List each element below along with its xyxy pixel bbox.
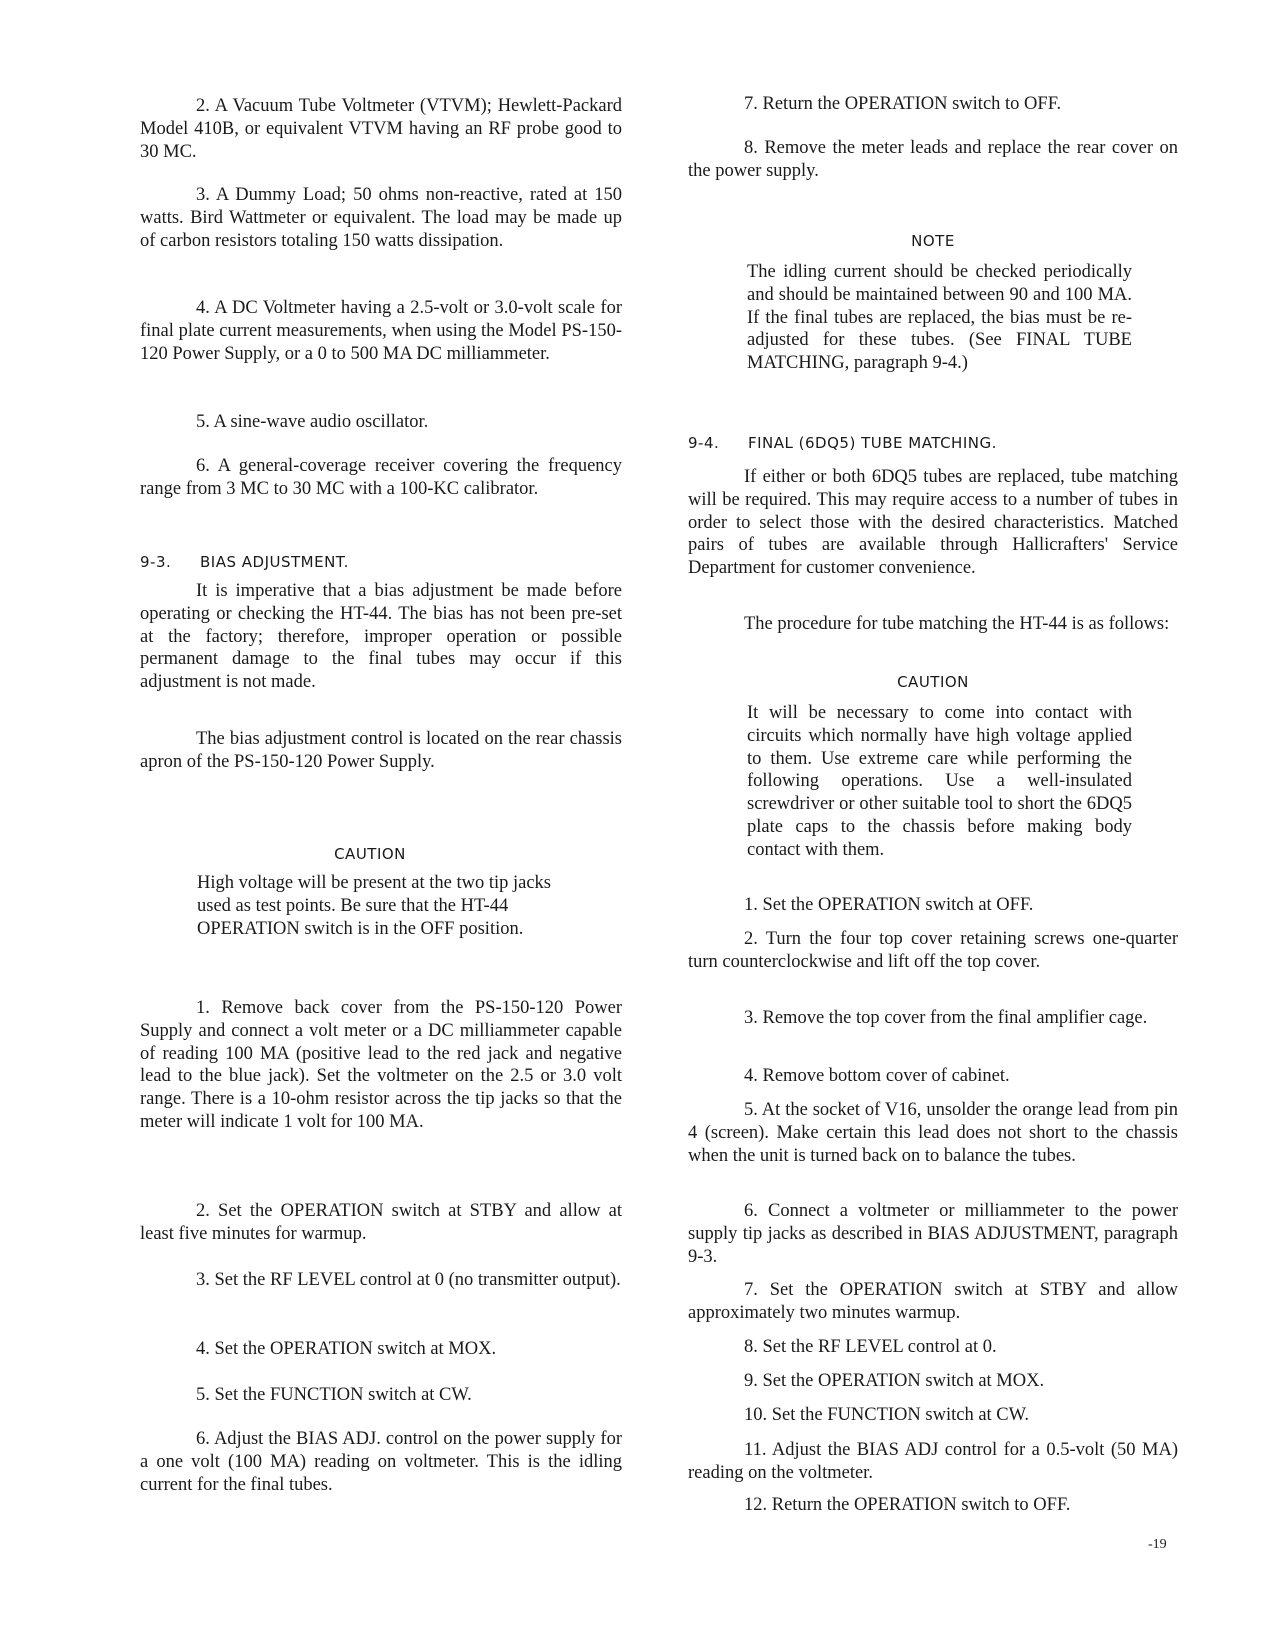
caution-text: High voltage will be present at the two tip jacks used as test points. Be sure that the HT-44 OPERATION switch is in the OFF position.	[197, 873, 551, 939]
section-heading-9-3	[140, 551, 622, 574]
note-text: The idling current should be checked periodically and should be maintained between 90 and 100 MA. If the final tubes are replaced, the bias must be re-adjusted for these tubes. (See FINAL TUBE MATCHING, paragraph 9-4.)	[747, 262, 1132, 374]
bias-step-8: 8. Remove the meter leads and replace the rear cover on the power supply.	[688, 138, 1178, 181]
page-number: -19	[1148, 1537, 1167, 1552]
caution-heading: CAUTION	[897, 673, 969, 691]
matching-step-11: 11. Adjust the BIAS ADJ control for a 0.5-volt (50 MA) reading on the voltmeter.	[688, 1440, 1178, 1483]
matching-step-7: 7. Set the OPERATION switch at STBY and allow approximately two minutes warmup.	[688, 1280, 1178, 1323]
matching-step-3: 3. Remove the top cover from the final amplifier cage.	[744, 1008, 1148, 1028]
section-title: FINAL (6DQ5) TUBE MATCHING.	[748, 434, 997, 452]
bias-paragraph-2: The bias adjustment control is located on the rear chassis apron of the PS-150-120 Power Supply.	[140, 729, 622, 772]
matching-step-5: 5. At the socket of V16, unsolder the orange lead from pin 4 (screen). Make certain this lead does not short to the chassis when the unit is turned back on to balance the tubes.	[688, 1100, 1178, 1166]
note-heading: NOTE	[911, 232, 955, 250]
matching-step-1: 1. Set the OPERATION switch at OFF.	[744, 895, 1034, 915]
matching-step-6: 6. Connect a voltmeter or milliammeter to the power supply tip jacks as described in BIAS ADJUSTMENT, paragraph 9-3.	[688, 1201, 1178, 1267]
equipment-item-3: 3. A Dummy Load; 50 ohms non-reactive, rated at 150 watts. Bird Wattmeter or equivalent. The load may be made up of carbon resistors totaling 150 watts dissipation.	[140, 185, 622, 251]
matching-step-12: 12. Return the OPERATION switch to OFF.	[744, 1495, 1071, 1515]
bias-step-1: 1. Remove back cover from the PS-150-120 Power Supply and connect a volt meter or a DC milliammeter capable of reading 100 MA (positive lead to the red jack and negative lead to the blue jack). Set the voltmeter on the 2.5 or 3.0 volt range. There is a 10-ohm resistor across the tip jacks so that the meter will indicate 1 volt for 100 MA.	[140, 998, 622, 1132]
caution-heading: CAUTION	[334, 845, 406, 863]
section-number: 9-4.	[688, 434, 720, 452]
equipment-item-4: 4. A DC Voltmeter having a 2.5-volt or 3.0-volt scale for final plate current measurements, when using the Model PS-150-120 Power Supply, or a 0 to 500 MA DC milliammeter.	[140, 298, 622, 364]
matching-paragraph-1: If either or both 6DQ5 tubes are replaced, tube matching will be required. This may require access to a number of tubes in order to select those with the desired characteristics. Matched pairs of tubes are available through Hallicrafters' Service Department for customer convenience.	[688, 467, 1178, 579]
matching-step-4: 4. Remove bottom cover of cabinet.	[744, 1066, 1010, 1086]
matching-step-2: 2. Turn the four top cover retaining screws one-quarter turn counterclockwise and lift off the top cover.	[688, 929, 1178, 972]
bias-step-6: 6. Adjust the BIAS ADJ. control on the power supply for a one volt (100 MA) reading on voltmeter. This is the idling current for the final tubes.	[140, 1429, 622, 1495]
bias-step-4: 4. Set the OPERATION switch at MOX.	[196, 1339, 497, 1359]
matching-step-8: 8. Set the RF LEVEL control at 0.	[744, 1337, 997, 1357]
matching-step-10: 10. Set the FUNCTION switch at CW.	[744, 1405, 1030, 1425]
bias-paragraph-1: It is imperative that a bias adjustment be made before operating or checking the HT-44. The bias has not been pre-set at the factory; therefore, improper operation or possible permanent damage to the final tubes may occur if this adjustment is not made.	[140, 581, 622, 693]
bias-step-7: 7. Return the OPERATION switch to OFF.	[744, 94, 1062, 114]
bias-step-3: 3. Set the RF LEVEL control at 0 (no transmitter output).	[196, 1270, 621, 1290]
matching-step-9: 9. Set the OPERATION switch at MOX.	[744, 1371, 1045, 1391]
matching-paragraph-2: The procedure for tube matching the HT-44 is as follows:	[744, 614, 1170, 634]
equipment-item-6: 6. A general-coverage receiver covering the frequency range from 3 MC to 30 MC with a 100-KC calibrator.	[140, 456, 622, 499]
section-number: 9-3.	[140, 553, 172, 571]
bias-step-5: 5. Set the FUNCTION switch at CW.	[196, 1385, 472, 1405]
bias-step-2: 2. Set the OPERATION switch at STBY and allow at least five minutes for warmup.	[140, 1201, 622, 1244]
section-heading-9-4	[688, 432, 1178, 455]
caution-text: It will be necessary to come into contact with circuits which normally have high voltage applied to them. Use extreme care while performing the following operations. Use a well-insulated screwdriver or other suitable tool to short the 6DQ5 plate caps to the chassis before making body contact with them.	[747, 703, 1132, 860]
equipment-item-2: 2. A Vacuum Tube Voltmeter (VTVM); Hewlett-Packard Model 410B, or equivalent VTVM having an RF probe good to 30 MC.	[140, 96, 622, 162]
equipment-item-5: 5. A sine-wave audio oscillator.	[196, 412, 429, 432]
section-title: BIAS ADJUSTMENT.	[200, 553, 349, 571]
